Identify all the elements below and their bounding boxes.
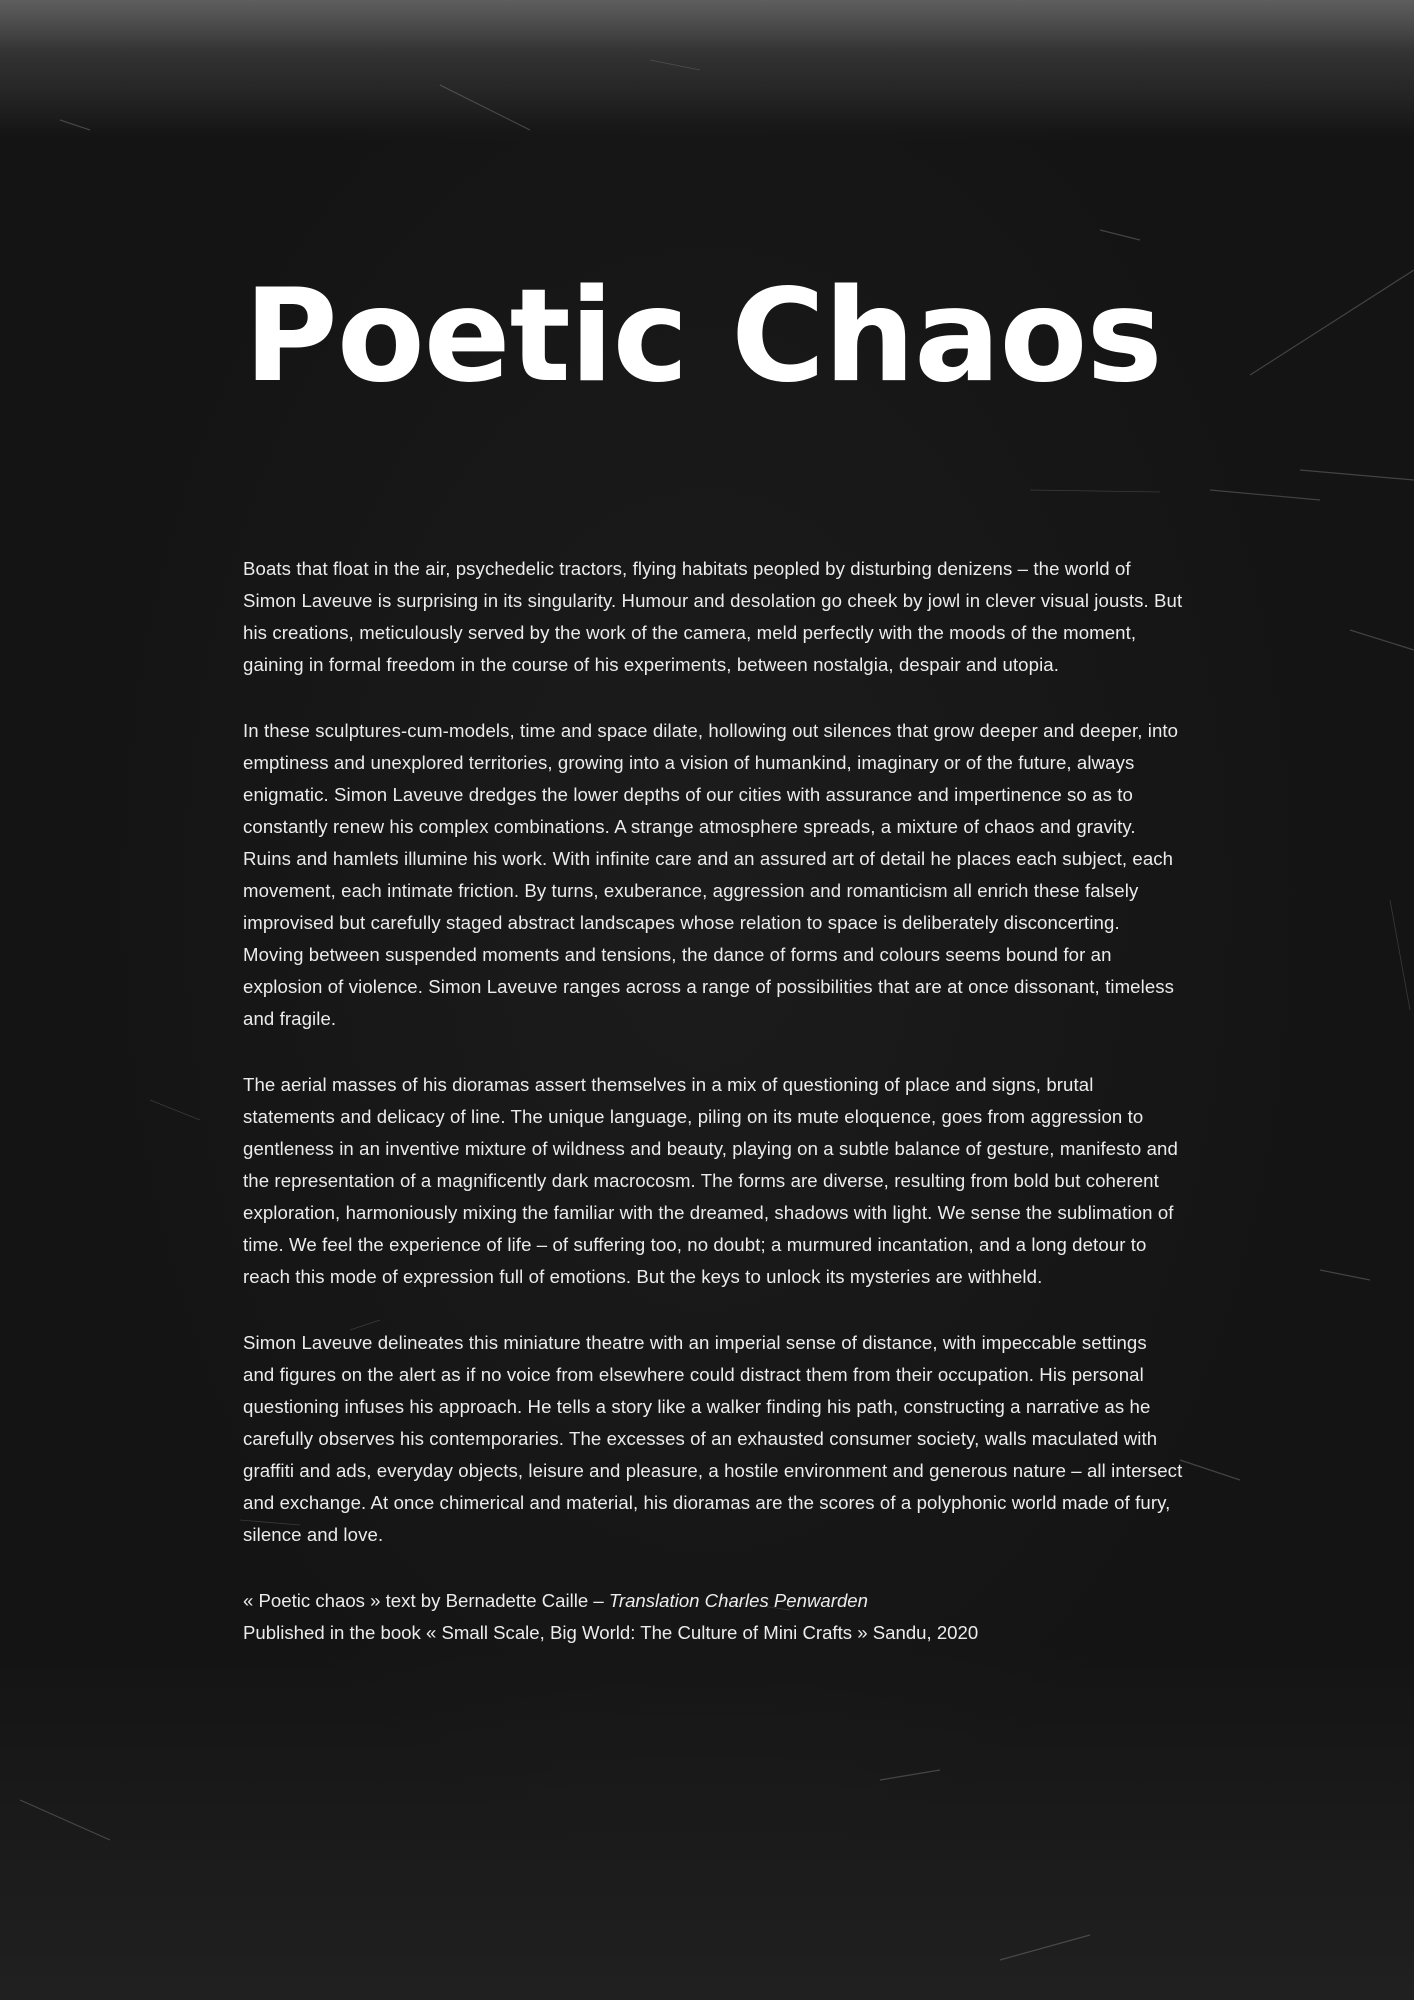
credit-text-by: « Poetic chaos » text by Bernadette Caille –	[243, 1590, 609, 1611]
article-body	[243, 553, 1183, 1649]
bottom-film-haze	[0, 1650, 1414, 2000]
paragraph-1: Boats that float in the air, psychedelic tractors, flying habitats peopled by disturbing denizens – the world of Simon Laveuve is surprising in its singularity. Humour and desolation go cheek by jowl in clever visual jousts. But his creations, meticulously served by the work of the camera, meld perfectly with the moods of the moment, gaining in formal freedom in the course of his experiments, between nostalgia, despair and utopia.	[243, 558, 1183, 675]
paragraph-2: In these sculptures-cum-models, time and space dilate, hollowing out silences that grow deeper and deeper, into emptiness and unexplored territories, growing into a vision of humankind, imaginary or of the future, always enigmatic. Simon Laveuve dredges the lower depths of our cities with assurance and impertinence so as to constantly renew his complex combinations. A strange atmosphere spreads, a mixture of chaos and gravity. Ruins and hamlets illumine his work. With infinite care and an assured art of detail he places each subject, each movement, each intimate friction. By turns, exuberance, aggression and romanticism all enrich these falsely improvised but carefully staged abstract landscapes whose relation to space is deliberately disconcerting. Moving between suspended moments and tensions, the dance of forms and colours seems bound for an explosion of violence. Simon Laveuve ranges across a range of possibilities that are at once dissonant, timeless and fragile.	[243, 720, 1179, 1029]
credit-translation: Translation Charles Penwarden	[608, 1590, 868, 1611]
top-film-haze	[0, 0, 1414, 140]
page-title: Poetic Chaos	[244, 262, 1162, 411]
credits	[243, 1585, 1183, 1649]
credit-publication: Published in the book « Small Scale, Big World: The Culture of Mini Crafts » Sandu, 2020	[243, 1622, 979, 1643]
paragraph-4: Simon Laveuve delineates this miniature theatre with an imperial sense of distance, with impeccable settings and figures on the alert as if no voice from elsewhere could distract them from their occupation. His personal questioning infuses his approach. He tells a story like a walker finding his path, constructing a narrative as he carefully observes his contemporaries. The excesses of an exhausted consumer society, walls maculated with graffiti and ads, everyday objects, leisure and pleasure, a hostile environment and generous nature – all intersect and exchange. At once chimerical and material, his dioramas are the scores of a polyphonic world made of fury, silence and love.	[243, 1332, 1183, 1545]
credit-author-line	[243, 1585, 1183, 1617]
paragraph-3: The aerial masses of his dioramas assert themselves in a mix of questioning of place and signs, brutal statements and delicacy of line. The unique language, piling on its mute eloquence, goes from aggression to gentleness in an inventive mixture of wildness and beauty, playing on a subtle balance of gesture, manifesto and the representation of a magnificently dark macrocosm. The forms are diverse, resulting from bold but coherent exploration, harmoniously mixing the familiar with the dreamed, shadows with light. We sense the sublimation of time. We feel the experience of life – of suffering too, no doubt; a murmured incantation, and a long detour to reach this mode of expression full of emotions. But the keys to unlock its mysteries are withheld.	[243, 1074, 1178, 1287]
